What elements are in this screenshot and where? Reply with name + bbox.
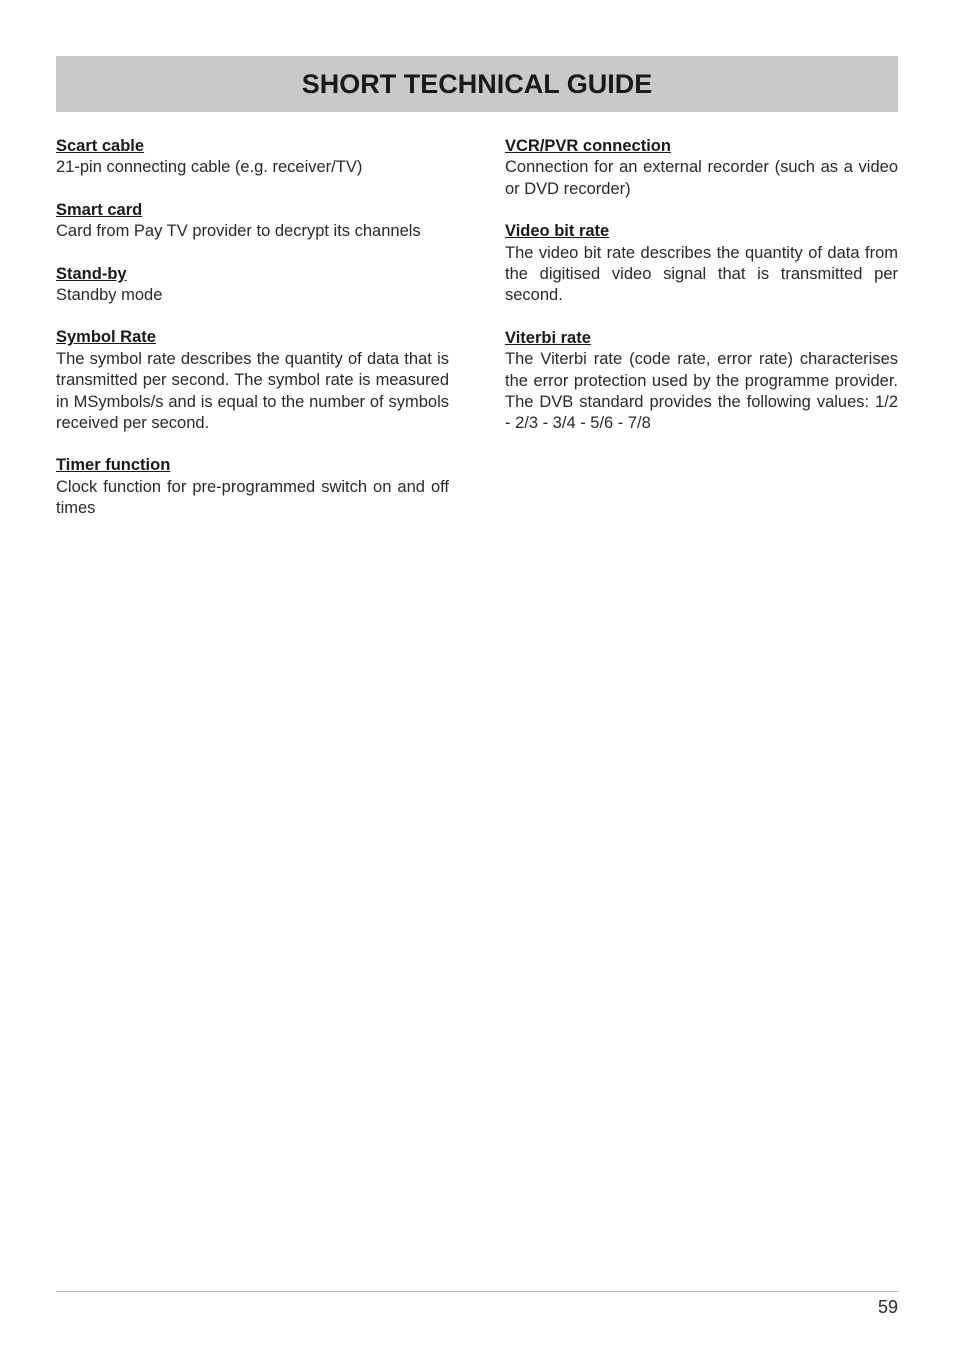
glossary-term: Smart card xyxy=(56,200,143,219)
glossary-entry-timer-function xyxy=(56,455,449,519)
glossary-definition: 21-pin connecting cable (e.g. receiver/TV) xyxy=(56,158,363,177)
glossary-definition: Connection for an external recorder (such as a video or DVD recorder) xyxy=(505,158,898,198)
glossary-term: Viterbi rate xyxy=(505,328,591,347)
glossary-term: Symbol Rate xyxy=(56,328,156,347)
glossary-term: Scart cable xyxy=(56,137,145,155)
glossary-definition: The Viterbi rate (code rate, error rate) characterises the error protection used by the programme provider. The DVB standard provides the following values: 1/2 - 2/3 - 3/4 - 5/6 - 7/8 xyxy=(505,350,898,433)
glossary-definition: The video bit rate describes the quantity of data from the digitised video signal that is transmitted per second. xyxy=(505,243,898,305)
glossary-entry-vcr-pvr-connection xyxy=(505,136,898,200)
glossary-definition: Standby mode xyxy=(56,286,163,305)
glossary-term: Timer function xyxy=(56,456,171,475)
glossary-definition: The symbol rate describes the quantity of data that is transmitted per second. The symbol rate is measured in MSymbols/s and is equal to the number of symbols received per second. xyxy=(56,349,449,433)
left-column xyxy=(56,136,449,541)
glossary-term: VCR/PVR connection xyxy=(505,137,671,155)
glossary-entry-symbol-rate xyxy=(56,327,449,434)
right-column xyxy=(505,136,898,456)
glossary-entry-viterbi-rate xyxy=(505,328,898,435)
glossary-entry-video-bit-rate xyxy=(505,221,898,307)
footer-divider xyxy=(56,1291,898,1292)
glossary-term: Video bit rate xyxy=(505,222,610,241)
glossary-entry-stand-by xyxy=(56,264,449,307)
glossary-term: Stand-by xyxy=(56,264,127,283)
page-number: 59 xyxy=(877,1297,898,1317)
glossary-definition: Card from Pay TV provider to decrypt its channels xyxy=(56,222,421,241)
glossary-entry-smart-card xyxy=(56,200,449,243)
glossary-entry-scart-cable xyxy=(56,136,449,179)
header-bar xyxy=(56,56,898,112)
glossary-definition: Clock function for pre-programmed switch on and off times xyxy=(56,477,449,518)
page-title: SHORT TECHNICAL GUIDE xyxy=(301,68,653,99)
